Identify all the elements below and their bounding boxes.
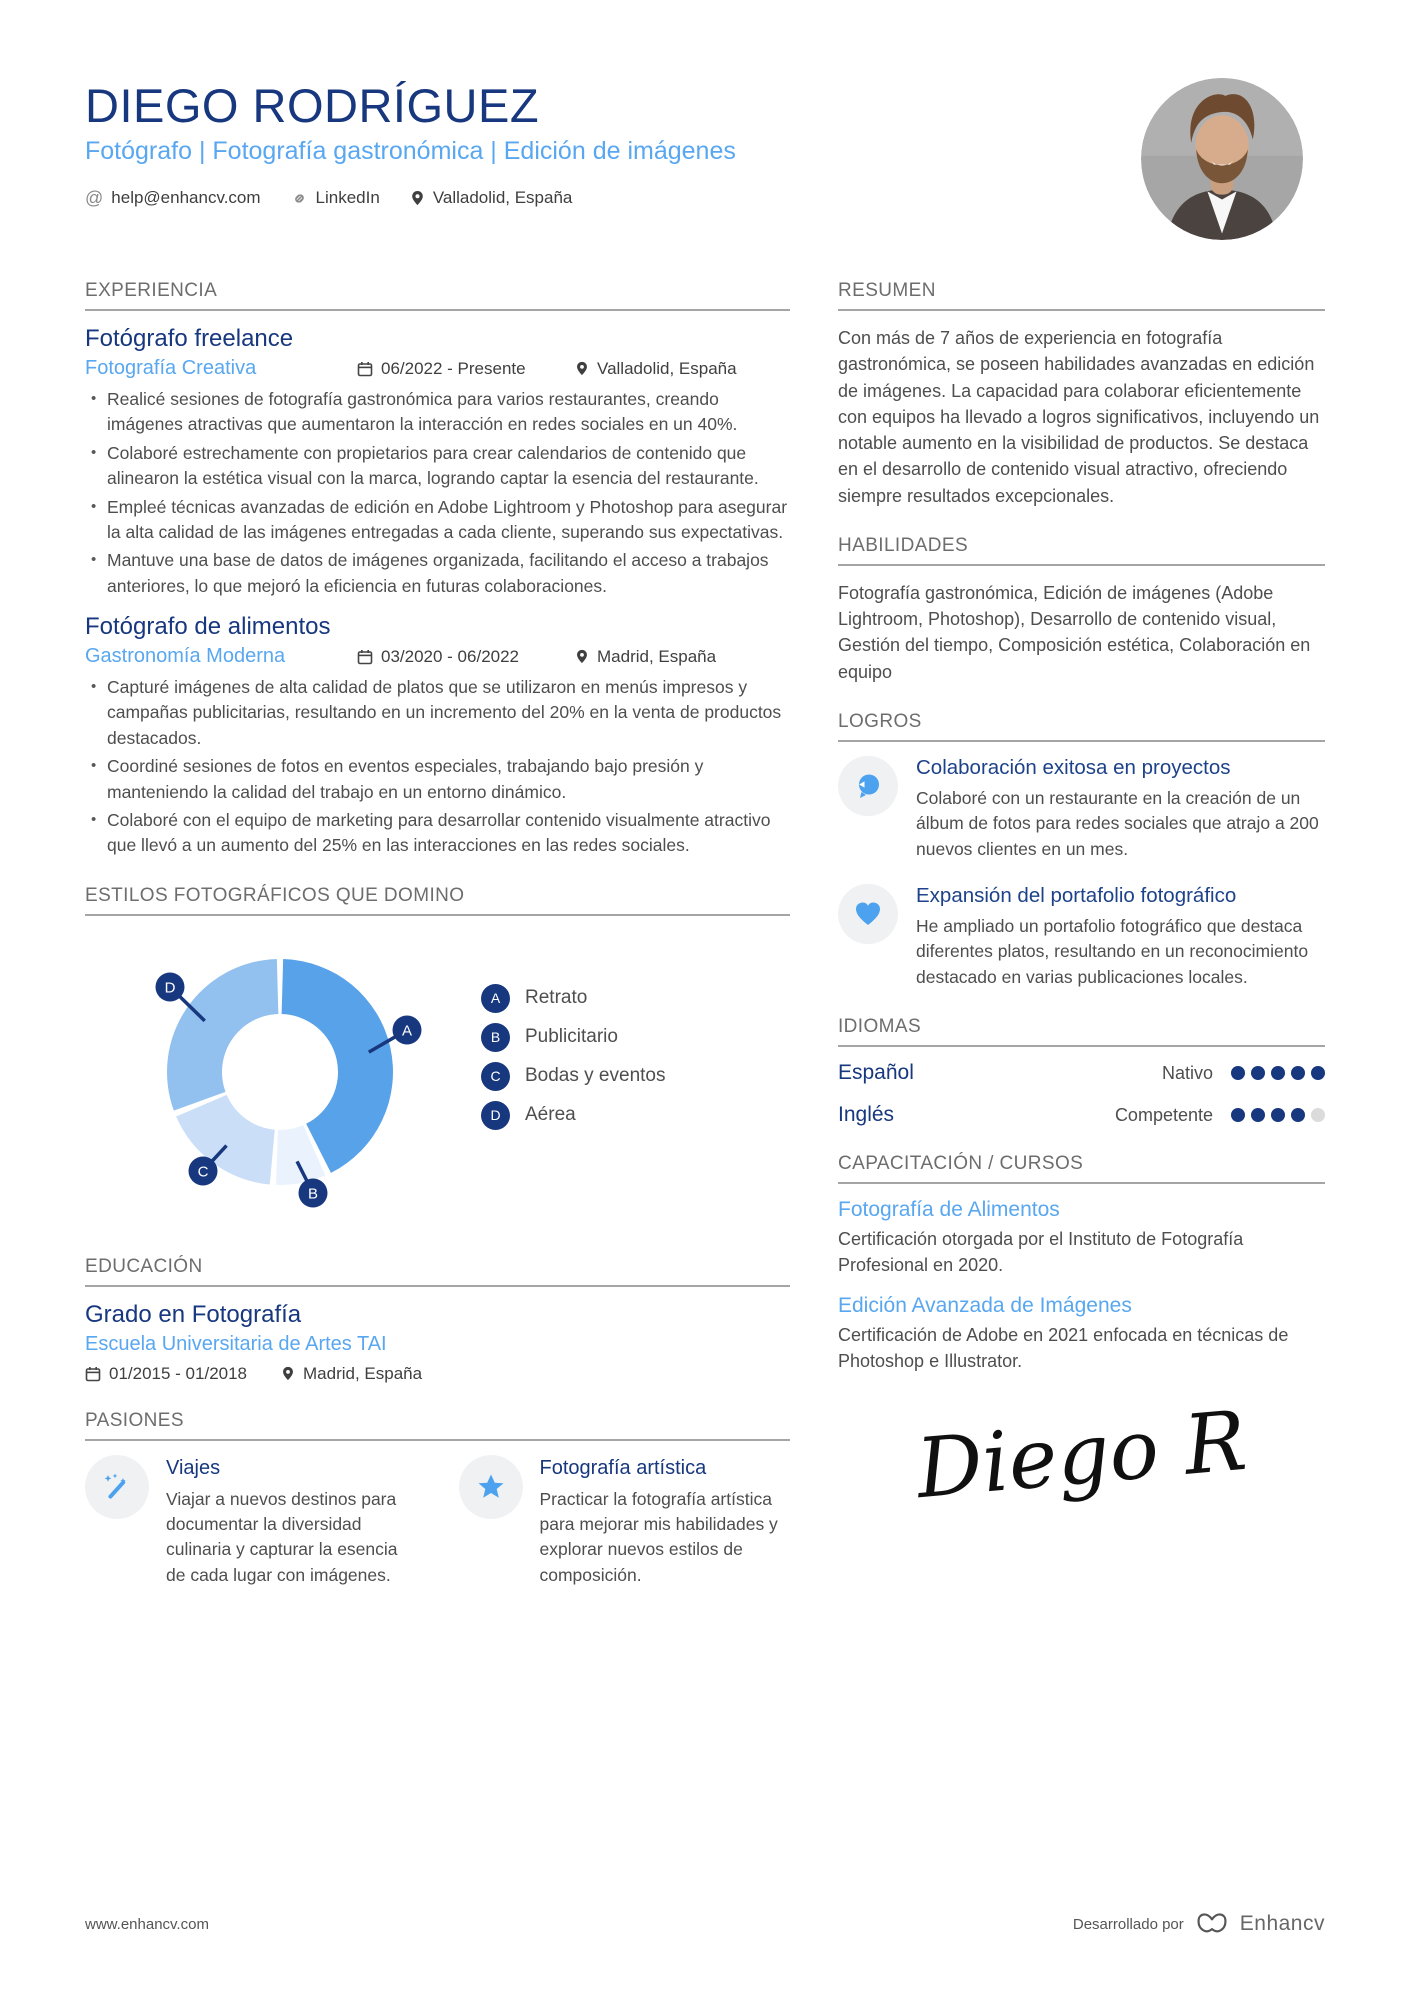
legend-item: [481, 1023, 665, 1052]
education-dates: [85, 1364, 247, 1384]
skills-heading: HABILIDADES: [838, 535, 1325, 566]
enhancv-logo-icon: [1194, 1911, 1230, 1937]
passion-text: Viajar a nuevos destinos para documentar la diversidad culinaria y capturar la esencia de cada lugar con imágenes.: [166, 1488, 398, 1585]
legend-badge: A: [481, 984, 510, 1013]
course-title: Edición Avanzada de Imágenes: [838, 1294, 1132, 1318]
job-location: [575, 647, 716, 667]
calendar-icon: [357, 361, 373, 377]
achievement-item: [838, 884, 1325, 990]
legend-label: Aérea: [525, 1104, 576, 1126]
bullet-item: • Empleé técnicas avanzadas de edición en Adobe Lightroom y Photoshop para asegurar la alta calidad de las imágenes entregadas a cada cliente, superando sus expectativas.: [107, 495, 790, 546]
passions-heading: PASIONES: [85, 1410, 790, 1441]
person-name: DIEGO RODRÍGUEZ: [85, 79, 540, 132]
skills-text: Fotografía gastronómica, Edición de imágenes (Adobe Lightroom, Photoshop), Desarrollo de contenido visual, Gestión del tiempo, Composición estética, Colaboración en equipo: [838, 582, 1311, 682]
education-meta: [85, 1364, 790, 1384]
achievement-item: [838, 756, 1325, 862]
school-name: Escuela Universitaria de Artes TAI: [85, 1332, 387, 1355]
achievements-heading: LOGROS: [838, 711, 1325, 742]
job-dates-text: 03/2020 - 06/2022: [381, 646, 520, 666]
location-contact: [410, 188, 573, 208]
site-link[interactable]: www.enhancv.com: [85, 1915, 209, 1933]
job-dates: [357, 647, 575, 667]
achievement-body: [916, 884, 1325, 990]
summary-section: [838, 280, 1325, 509]
photography-styles-donut-chart: [85, 930, 785, 1228]
job-dates: [357, 359, 575, 379]
company-name: Fotografía Creativa: [85, 357, 257, 379]
bullet-item: • Capturé imágenes de alta calidad de platos que se utilizaron en menús impresos y campañas publicitarias, resultando en un incremento del 20% en la venta de productos destacados.: [107, 675, 790, 751]
bullet-item: • Colaboré estrechamente con propietarios para crear calendarios de contenido que alinearon la estética visual con la marca, logrando captar la esencia del restaurante.: [107, 441, 790, 492]
passions-list: [85, 1455, 790, 1589]
job-bullets: [85, 675, 790, 859]
language-name: Inglés: [838, 1103, 895, 1127]
svg-text:D: D: [164, 979, 176, 997]
language-level: Nativo: [1161, 1062, 1213, 1083]
person-job-title: Fotógrafo | Fotografía gastronómica | Edición de imágenes: [85, 137, 736, 165]
legend-item: [481, 1101, 665, 1130]
email-text: help@enhancv.com: [111, 188, 261, 207]
passions-section: [85, 1410, 790, 1589]
achievement-text: Colaboré con un restaurante en la creación de un álbum de fotos para redes sociales que atrajo a 200 nuevos clientes en un mes.: [916, 787, 1319, 859]
summary-heading: RESUMEN: [838, 280, 1325, 311]
header: [85, 72, 1325, 240]
courses-heading: CAPACITACIÓN / CURSOS: [838, 1153, 1325, 1184]
linkedin-contact[interactable]: [291, 188, 380, 208]
experience-heading: EXPERIENCIA: [85, 280, 790, 311]
legend-item: [481, 984, 665, 1013]
calendar-icon: [357, 649, 373, 665]
job-location: [575, 359, 737, 379]
credit-text: Desarrollado por: [1072, 1915, 1184, 1933]
degree-title: Grado en Fotografía: [85, 1300, 302, 1328]
left-column: [85, 280, 790, 1614]
header-text: [85, 72, 736, 208]
job-dates-text: 06/2022 - Presente: [381, 358, 526, 378]
link-icon: [291, 190, 308, 207]
linkedin-text: LinkedIn: [315, 188, 380, 207]
mind-icon: [838, 756, 898, 816]
summary-text: Con más de 7 años de experiencia en fotografía gastronómica, se poseen habilidades avanzadas en edición de imágenes. La capacidad para colaborar eficientemente con equipos ha llevado a logros significativos, incluyendo un notable aumento en la visibilidad de productos. Se destaca en el desarrollo de contenido visual atractivo, ofreciendo siempre resultados excepcionales.: [838, 328, 1320, 506]
calendar-icon: [85, 1366, 101, 1382]
language-row: [838, 1103, 1325, 1127]
photo-styles-section: [85, 885, 790, 1230]
footer: [85, 1911, 1325, 1937]
avatar: [1141, 78, 1303, 240]
achievement-body: [916, 756, 1325, 862]
achievement-text: He ampliado un portafolio fotográfico que destaca diferentes platos, resultando en un reconocimiento destacado en varias publicaciones locales.: [916, 916, 1309, 987]
job-entry: [85, 613, 790, 859]
job-location-text: Madrid, España: [597, 646, 717, 666]
location-text: Valladolid, España: [432, 188, 573, 207]
legend-label: Publicitario: [525, 1026, 618, 1048]
bullet-item: • Coordiné sesiones de fotos en eventos especiales, trabajando bajo presión y manteniendo la calidad del trabajo en un entorno dinámico.: [107, 754, 790, 805]
magic-wand-icon: [85, 1455, 149, 1519]
brand-name: Enhancv: [1239, 1912, 1325, 1935]
job-bullets: [85, 387, 790, 599]
svg-text:C: C: [197, 1163, 209, 1181]
languages-section: [838, 1016, 1325, 1127]
job-title: Fotógrafo freelance: [85, 325, 294, 352]
course-item: [838, 1294, 1325, 1374]
svg-text:B: B: [307, 1185, 319, 1203]
job-meta: [85, 645, 790, 668]
passion-item: [85, 1455, 417, 1589]
bullet-item: • Mantuve una base de datos de imágenes organizada, facilitando el acceso a trabajos anteriores, lo que mejoró la eficiencia en futuras colaboraciones.: [107, 548, 790, 599]
location-pin-icon: [575, 360, 589, 377]
passion-text: Practicar la fotografía artística para mejorar mis habilidades y explorar nuevos estilos de composición.: [539, 1488, 778, 1585]
language-level: Competente: [1114, 1104, 1213, 1125]
education-location-text: Madrid, España: [303, 1363, 423, 1383]
course-text: Certificación de Adobe en 2021 enfocada en técnicas de Photoshop e Illustrator.: [838, 1325, 1289, 1371]
content-columns: [85, 280, 1325, 1614]
bullet-item: • Realicé sesiones de fotografía gastronómica para varios restaurantes, creando imágenes atractivas que aumentaron la interacción en redes sociales en un 40%.: [107, 387, 790, 438]
passion-body: [166, 1455, 417, 1589]
languages-heading: IDIOMAS: [838, 1016, 1325, 1047]
legend-label: Bodas y eventos: [525, 1065, 666, 1087]
achievement-title: Expansión del portafolio fotográfico: [916, 884, 1237, 908]
brand-credit[interactable]: [1073, 1911, 1325, 1937]
passion-title: Viajes: [166, 1456, 221, 1479]
legend-badge: C: [481, 1062, 510, 1091]
job-location-text: Valladolid, España: [597, 358, 737, 378]
company-name: Gastronomía Moderna: [85, 645, 286, 667]
courses-section: [838, 1153, 1325, 1374]
job-entry: [85, 325, 790, 599]
legend-item: [481, 1062, 665, 1091]
education-dates-text: 01/2015 - 01/2018: [109, 1363, 248, 1383]
legend-label: Retrato: [525, 987, 588, 1009]
job-meta: [85, 357, 790, 380]
passion-item: [459, 1455, 791, 1589]
education-location: [281, 1364, 422, 1384]
passion-title: Fotografía artística: [539, 1456, 707, 1479]
course-item: [838, 1198, 1325, 1278]
language-name: Español: [838, 1061, 914, 1085]
language-proficiency-dots: [1231, 1066, 1325, 1080]
course-title: Fotografía de Alimentos: [838, 1198, 1060, 1222]
education-section: [85, 1256, 790, 1384]
job-title: Fotógrafo de alimentos: [85, 613, 331, 640]
course-text: Certificación otorgada por el Instituto de Fotografía Profesional en 2020.: [838, 1229, 1244, 1275]
star-icon: [459, 1455, 523, 1519]
achievement-title: Colaboración exitosa en proyectos: [916, 755, 1231, 779]
passion-body: [540, 1455, 791, 1589]
language-row: [838, 1061, 1325, 1085]
heart-icon: [838, 884, 898, 944]
signature: Diego R: [912, 1394, 1251, 1518]
experience-section: [85, 280, 790, 859]
photo-styles-chart-area: [85, 930, 790, 1230]
right-column: [838, 280, 1325, 1614]
email-contact[interactable]: [85, 188, 261, 208]
legend-badge: B: [481, 1023, 510, 1052]
location-pin-icon: [575, 648, 589, 665]
email-icon: @: [85, 188, 104, 208]
achievements-section: [838, 711, 1325, 990]
svg-text:A: A: [401, 1022, 413, 1040]
photo-styles-heading: ESTILOS FOTOGRÁFICOS QUE DOMINO: [85, 885, 790, 916]
legend-badge: D: [481, 1101, 510, 1130]
language-proficiency-dots: [1231, 1108, 1325, 1122]
education-heading: EDUCACIÓN: [85, 1256, 790, 1287]
location-pin-icon: [410, 189, 425, 207]
skills-section: [838, 535, 1325, 685]
bullet-item: • Colaboré con el equipo de marketing para desarrollar contenido visualmente atractivo que llevó a un aumento del 25% en las interacciones en las redes sociales.: [107, 808, 790, 859]
chart-legend: [481, 984, 665, 1130]
contact-row: [85, 188, 736, 208]
location-pin-icon: [281, 1365, 295, 1382]
